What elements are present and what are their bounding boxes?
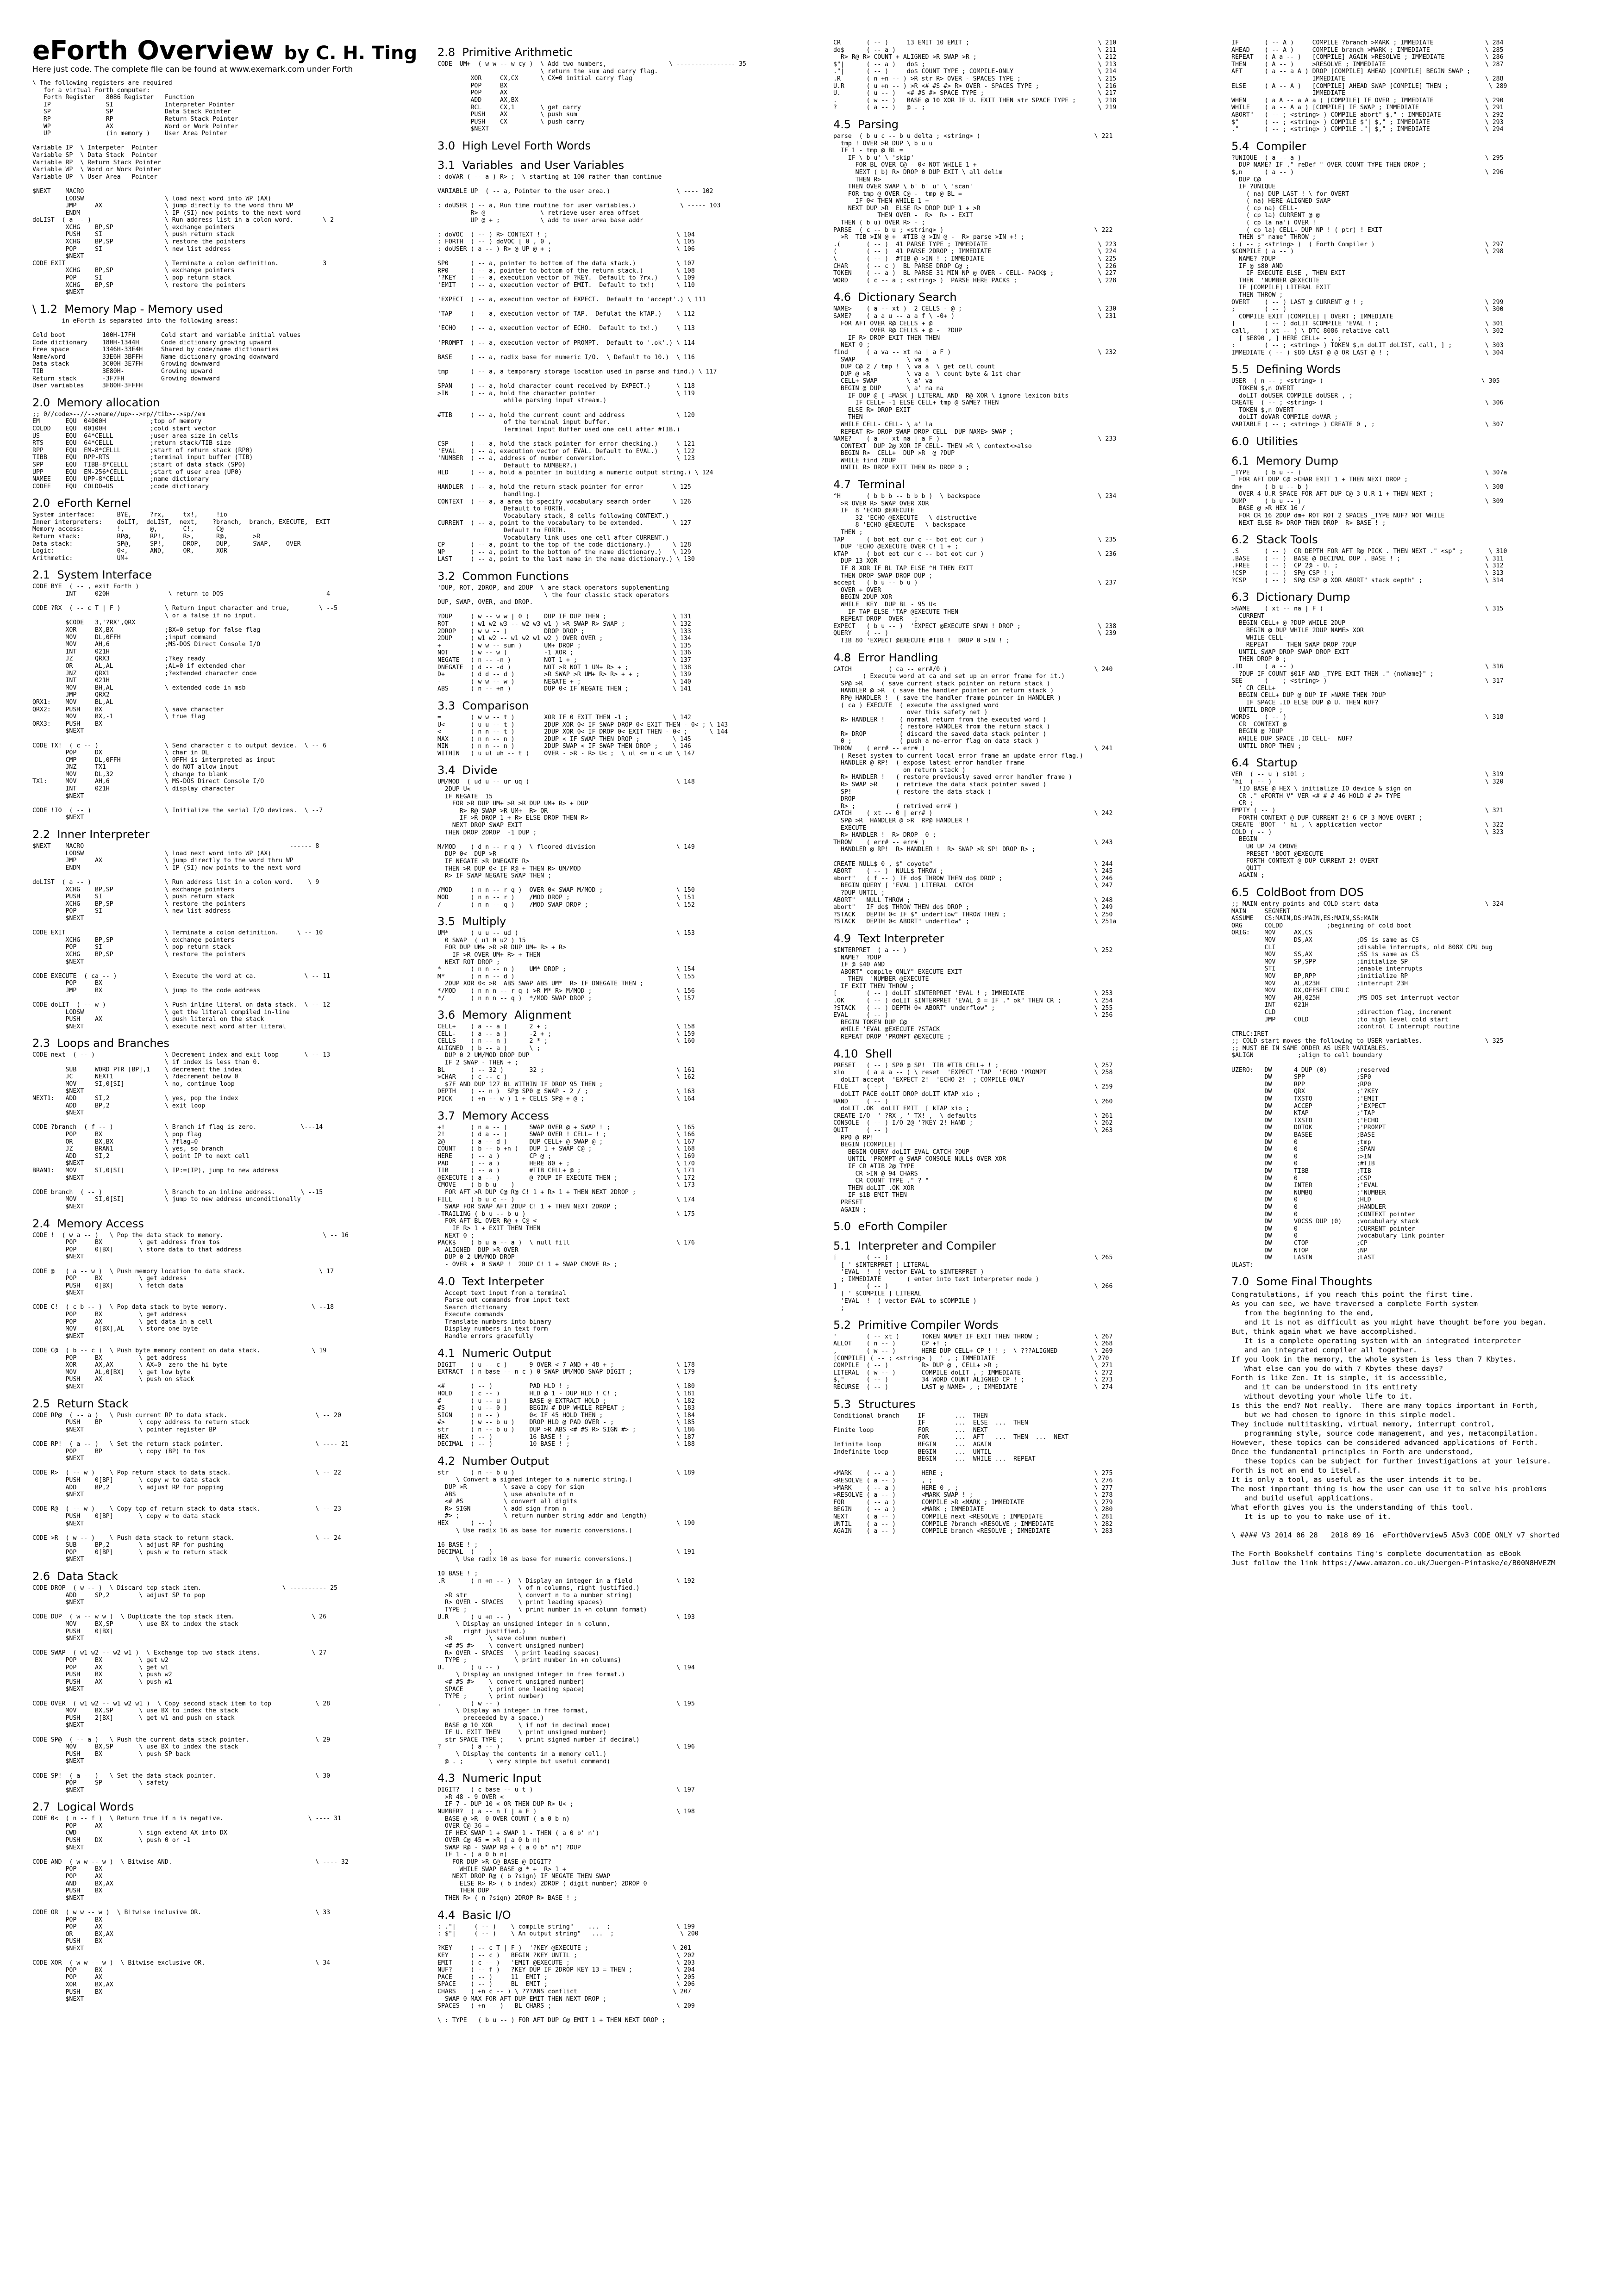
section-heading: 3.3 Comparison — [437, 699, 529, 712]
code-listing: CODE 0< ( n -- f ) \ Return true if n is negative. \ ---- 31 POP AX CWD \ sign extend AX into DX PUSH DX \ push 0 or -1 $NEXT CODE AND ( w w -- w ) \ Bitwise AND. \ ---- 32 POP BX POP AX AND BX,AX PUSH BX $NEXT CODE OR ( w w -- w ) \ Bitwise inclusive OR. \ 33 POP BX POP AX OR BX,AX PUSH BX $NEXT CODE XOR ( w w -- w ) \ Bitwise exclusive OR. \ 34 POP BX POP AX XOR BX,AX PUSH BX $NEXT — [32, 1815, 349, 2003]
section — [833, 118, 1227, 284]
code-listing: System interface: BYE, ?rx, tx!, !io Inner interpreters: doLIT, doLIST, next, ?branch, branch, EXECUTE, EXIT Memory access: !, @, C!, C@ Return stack: RP@, RP!, R>, R@, >R Data stack: SP@, SP!, DROP, DUP, SWAP, OVER Logic: 0<, AND, OR, XOR Arithmetic: UM+ — [32, 511, 331, 562]
code-listing: $INTERPRET ( a -- ) \ 252 NAME? ?DUP IF @ $40 AND ABORT" compile ONLY" EXECUTE EXIT THEN 'NUMBER @EXECUTE IF EXIT THEN THROW ; [ ( -- ) doLIT $INTERPRET 'EVAL ! ; IMMEDIATE \ 253 .OK ( -- ) doLIT $INTERPRET 'EVAL @ = IF ." ok" THEN CR ; \ 254 ?STACK ( -- ) DEPTH 0< ABORT" underflow" ; \ 255 EVAL ( -- ) \ 256 BEGIN TOKEN DUP C@ WHILE 'EVAL @EXECUTE ?STACK REPEAT DROP 'PROMPT @EXECUTE ; — [833, 946, 1113, 1041]
section — [32, 1800, 412, 2003]
code-listing: \ The following registers are required for a virtual Forth computer: Forth Register 8086 Register Function IP SI Interpreter Pointer SP SP Data Stack Pointer RP RP Return Stack Pointer WP AX Word or Work Pointer UP (in memory ) User Area Pointer Variable IP \ Interpeter Pointer Variable SP \ Data Stack Pointer Variable RP \ Return Stack Pointer Variable WP \ Word or Work Pointer Variable UP \ User Area Pointer $NEXT MACRO LODSW \ load next word into WP (AX) JMP AX \ jump directly to the word thru WP ENDM \ IP (SI) now points to the next word doLIST ( a -- ) \ Run address list in a colon word. \ 2 XCHG BP,SP \ exchange pointers PUSH SI \ push return stack XCHG BP,SP \ restore the pointers POP SI \ new list address $NEXT CODE EXIT \ Terminate a colon definition. 3 XCHG BP,SP \ exchange pointers POP SI \ pop return stack XCHG BP,SP \ restore the pointers $NEXT — [32, 80, 334, 296]
section — [437, 1909, 831, 2024]
section — [1231, 454, 1602, 527]
section — [437, 1008, 831, 1103]
code-listing: CODE next ( -- ) \ Decrement index and exit loop \ -- 13 \ if index is less than 0. SUB WORD PTR [BP],1 \ decrement the index JC NEXT1 \ ?decrement below 0 MOV SI,0[SI] \ no, continue loop $NEXT NEXT1: ADD SI,2 \ yes, pop the index ADD BP,2 \ exit loop $NEXT CODE ?branch ( f -- ) \ Branch if flag is zero. \---14 POP BX \ pop flag OR BX,BX \ ?flag=0 JZ BRAN1 \ yes, so branch ADD SI,2 \ point IP to next cell $NEXT BRAN1: MOV SI,0[SI] \ IP:=(IP), jump to new address $NEXT CODE branch ( -- ) \ Branch to an inline address. \ --15 MOV SI,0[SI] \ jump to new address unconditionally $NEXT — [32, 1052, 331, 1210]
section-heading: 6.4 Startup — [1231, 756, 1298, 770]
section-heading: 6.2 Stack Tools — [1231, 533, 1318, 547]
section-heading: 7.0 Some Final Thoughts — [1231, 1275, 1373, 1288]
column-2 — [437, 39, 831, 2289]
code-listing: ' ( -- xt ) TOKEN NAME? IF EXIT THEN THROW ; \ 267 ALLOT ( n -- ) CP +! ; \ 268 , ( w -- ) HERE DUP CELL+ CP ! ! ; \ ???ALIGNED \ 269 [COMPILE] ( -- ; <string> ) ' , ; IMMEDIATE \ 270 COMPILE ( -- ) R> DUP @ , CELL+ >R ; \ 271 LITERAL ( w -- ) COMPILE doLIT , ; IMMEDIATE \ 272 $," ( -- ) 34 WORD COUNT ALIGNED CP ! ; \ 273 RECURSE ( -- ) LAST @ NAME> , ; IMMEDIATE \ 274 — [833, 1333, 1113, 1391]
code-listing: in eForth is separated into the following areas: Cold boot 100H-17FH Cold start and variable initial values Code dictionary 180H-1344H Code dictionary growing upward Free space 1346H-33E4H Shared by code/name dictionaries Name/word 33E6H-3BFFH Name dictionary growing downward Data stack 3C00H-3E7FH Growing downward TIB 3E80H- Growing upward Return stack -3F7FH Growing downward User variables 3F80H-3FFFH — [32, 317, 301, 390]
code-listing: CODE RP@ ( -- a ) \ Push current RP to data stack. \ -- 20 PUSH BP \ copy address to return stack $NEXT \ pointer register BP CODE RP! ( a -- ) \ Set the return stack pointer. \ ---- 21 POP BP \ copy (BP) to tos $NEXT CODE R> ( -- w ) \ Pop return stack to data stack. \ -- 22 PUSH 0[BP] \ copy w to data stack ADD BP,2 \ adjust RP for popping $NEXT CODE R@ ( -- w ) \ Copy top of return stack to data stack. \ -- 23 PUSH 0[BP] \ copy w to data stack $NEXT CODE >R ( w -- ) \ Push data stack to return stack. \ -- 24 SUB BP,2 \ adjust RP for pushing POP 0[BP] \ push w to return stack $NEXT — [32, 1412, 349, 1563]
section-heading: 6.1 Memory Dump — [1231, 454, 1338, 467]
section — [1231, 435, 1602, 448]
code-listing: = ( w w -- t ) XOR IF 0 EXIT THEN -1 ; \ 142 U< ( u u -- t ) 2DUP XOR 0< IF SWAP DROP 0< EXIT THEN - 0< ; \ 143 < ( n n -- t ) 2DUP XOR 0< IF DROP 0< EXIT THEN - 0< ; \ 144 MAX ( n n -- n ) 2DUP < IF SWAP THEN DROP ; \ 145 MIN ( n n -- n ) 2DUP SWAP < IF SWAP THEN DROP ; \ 146 WITHIN ( u ul uh -- t ) OVER - >R - R> U< ; \ ul <= u < uh \ 147 — [437, 714, 728, 757]
section — [1231, 591, 1602, 750]
section — [833, 1047, 1227, 1213]
section-heading: 3.2 Common Functions — [437, 570, 569, 583]
column-3 — [833, 39, 1227, 2289]
section-heading: 5.5 Defining Words — [1231, 363, 1341, 376]
code-listing: CODE ! ( w a -- ) \ Pop the data stack to memory. \ -- 16 POP BX \ get address from tos POP 0[BX] \ store data to that address $NEXT CODE @ ( a -- w ) \ Push memory location to data stack. \ 17 POP BX \ get address PUSH 0[BX] \ fetch data $NEXT CODE C! ( c b -- ) \ Pop data stack to byte memory. \ --18 POP BX \ get address POP AX \ get data in a cell MOV 0[BX],AL \ store one byte $NEXT CODE C@ ( b -- c ) \ Push byte memory content on data stack. \ 19 POP BX \ get address XOR AX,AX \ AX=0 zero the hi byte MOV AL,0[BX] \ get low byte PUSH AX \ push on stack $NEXT — [32, 1232, 349, 1390]
code-listing: USER ( n -- ; <string> ) \ 305 TOKEN $,n OVERT doLIT doUSER COMPILE doUSER , ; CREATE ( -- ; <string> ) \ 306 TOKEN $,n OVERT doLIT doVAR COMPILE doVAR ; VARIABLE ( -- ; <string> ) CREATE 0 , ; \ 307 — [1231, 378, 1504, 428]
code-listing: str ( n -- b u ) \ 189 \ Convert a signed integer to a numeric string.) DUP >R \ save a copy for sign ABS \ use absolute of n <# #S \ convert all digits R> SIGN \ add sign from n #> ; \ return number string addr and length) HEX ( -- ) \ 190 \ Use radix 16 as base for numeric conversions.) 16 BASE ! ; DECIMAL ( -- ) \ 191 \ Use radix 10 as base for numeric conversions.) 10 BASE ! ; .R ( n +n -- ) \ Display an integer in a field \ 192 \ of n columns, right justified.) >R str \ convert n to a number string) R> OVER - SPACES \ print leading spaces) TYPE ; \ print number in +n column format) U.R ( u +n -- ) \ 193 \ Display an unsigned integer in n column, right justified.) >R \ save column number) <# #S #> \ convert unsigned number) R> OVER - SPACES \ print leading spaces) TYPE ; \ print number in +n columns) U. ( u -- ) \ 194 \ Display an unsigned integer in free format.) <# #S #> \ convert unsigned number) SPACE \ print one leading space) TYPE ; \ print number) . ( w -- ) \ 195 \ Display an integer in free format, preceeded by a space.) BASE @ 10 XOR \ if not in decimal mode) IF U. EXIT THEN \ print unsigned number) str SPACE TYPE ; \ print signed number if decimal) ? ( a -- ) \ 196 \ Display the contents in a memory cell.) @ . ; \ very simple but useful command) — [437, 1469, 695, 1765]
section-heading: 6.5 ColdBoot from DOS — [1231, 886, 1364, 899]
prose-text: Congratulations, if you reach this point the first time. As you can see, we have traversed a complete Forth system from the beginning to the end, and it is not as difficult as you might have thought before you began. But, think again what we have accomplished. It is a complete operating system with an integrated interpreter and an integrated compiler all together. If you look in the memory, the whole system is less than 7 Kbytes. What else can you do with 7 Kbytes these days? Forth is like Zen. It is simple, it is accessible, and it can be understood in its entirety without devoting your whole life to it. Is this the end? Not really. There are many topics important in Forth, but we had chosen to ignore in this simple model. They include multitasking, virtual memory, interrupt control, programming style, source code management, and yes, metacompilation. However, these topics can be considered advanced applications of Forth. Once the fundamental principles in Forth are understood, these topics can be subject for further investigations at your leisure. Forth is not an end to itself. It is only a tool, as useful as the user intends it to be. The most important thing is how the user can use it to solve his problems and build useful applications. What eForth gives you is the understanding of this tool. It is up to you to make use of it. \ #### V3 2014_06_28 2018_09_16 eForthOverview5_A5v3_CODE_ONLY v7_shorted The Forth Bookshelf contains Ting's complete documentation as eBook Just follow the link https://www.amazon.co.uk/Juergen-Pintaske/e/B00N8HVEZM — [1231, 1290, 1560, 1568]
section — [32, 1217, 412, 1391]
code-listing: parse ( b u c -- b u delta ; <string> ) \ 221 tmp ! OVER >R DUP \ b u u IF 1 - tmp @ BL = IF \ b u' \ 'skip' FOR BL OVER C@ - 0< NOT WHILE 1 + NEXT ( b) R> DROP 0 DUP EXIT \ all delim THEN R> THEN OVER SWAP \ b' b' u' \ 'scan' FOR tmp @ OVER C@ - tmp @ BL = IF 0< THEN WHILE 1 + NEXT DUP >R ELSE R> DROP DUP 1 + >R THEN OVER - R> R> - EXIT THEN ( b u) OVER R> - ; PARSE ( c -- b u ; <string> ) \ 222 >R TIB >IN @ + #TIB @ >IN @ - R> parse >IN +! ; .( ( -- ) 41 PARSE TYPE ; IMMEDIATE \ 223 ( ( -- ) 41 PARSE 2DROP ; IMMEDIATE \ 224 \ ( -- ) #TIB @ >IN ! ; IMMEDIATE \ 225 CHAR ( -- c ) BL PARSE DROP C@ ; \ 226 TOKEN ( -- a ) BL PARSE 31 MIN NP @ OVER - CELL- PACK$ ; \ 227 WORD ( c -- a ; <string> ) PARSE HERE PACK$ ; \ 228 — [833, 132, 1117, 284]
section — [1231, 140, 1602, 357]
code-listing: IF ( -- A ) COMPILE ?branch >MARK ; IMMEDIATE \ 284 AHEAD ( -- A ) COMPILE branch >MARK ; IMMEDIATE \ 285 REPEAT ( A a -- ) [COMPILE] AGAIN >RESOLVE ; IMMEDIATE \ 286 THEN ( A -- ) >RESOLVE ; IMMEDIATE \ 287 AFT ( a -- a A ) DROP [COMPILE] AHEAD [COMPILE] BEGIN SWAP ; IMMEDIATE \ 288 ELSE ( A -- A ) [COMPILE] AHEAD SWAP [COMPILE] THEN ; \ 289 IMMEDIATE WHEN ( a A -- a A a ) [COMPILE] IF OVER ; IMMEDIATE \ 290 WHILE ( a -- A a ) [COMPILE] IF SWAP ; IMMEDIATE \ 291 ABORT" ( -- ; <string> ) COMPILE abort" $," ; IMMEDIATE \ 292 $" ( -- ; <string> ) COMPILE $"| $," ; IMMEDIATE \ 293 ." ( -- ; <string> ) COMPILE ."| $," ; IMMEDIATE \ 294 — [1231, 39, 1507, 133]
code-listing: $NEXT MACRO ------ 8 LODSW \ load next word into WP (AX) JMP AX \ jump directly to the word thru WP ENDM \ IP (SI) now points to the next word doLIST ( a -- ) \ Run address list in a colon word. \ 9 XCHG BP,SP \ exchange pointers PUSH SI \ push return stack XCHG BP,SP \ restore the pointers POP SI \ new list address $NEXT CODE EXIT \ Terminate a colon definition. \ -- 10 XCHG BP,SP \ exchange pointers POP SI \ pop return stack XCHG BP,SP \ restore the pointers $NEXT CODE EXECUTE ( ca -- ) \ Execute the word at ca. \ -- 11 POP BX JMP BX \ jump to the code address CODE doLIT ( -- w ) \ Push inline literal on data stack. \ -- 12 LODSW \ get the literal compiled in-line PUSH AX \ push literal on the stack $NEXT \ execute next word after literal — [32, 843, 331, 1030]
section-heading: \ 1.2 Memory Map - Memory used — [32, 302, 223, 316]
code-listing: DIGIT? ( c base -- u t ) \ 197 >R 48 - 9 OVER < IF 7 - DUP 10 < OR THEN DUP R> U< ; NUMBER? ( a -- n T | a F ) \ 198 BASE @ >R 0 OVER COUNT ( a 0 b n) OVER C@ 36 = IF HEX SWAP 1 + SWAP 1 - THEN ( a 0 b' n') OVER C@ 45 = >R ( a 0 b n) SWAP R@ - SWAP R@ + ( a 0 b" n") ?DUP IF 1 - ( a 0 b n) FOR DUP >R C@ BASE @ DIGIT? WHILE SWAP BASE @ * + R> 1 + NEXT DROP R@ ( b ?sign) IF NEGATE THEN SWAP ELSE R> R> ( b index) 2DROP ( digit number) 2DROP 0 THEN DUP THEN R> ( n ?sign) 2DROP R> BASE ! ; — [437, 1786, 695, 1902]
section — [437, 1455, 831, 1765]
section-heading: 2.8 Primitive Arithmetic — [437, 46, 573, 59]
code-listing: ;; 0//code>--//-->name//up>-->rp//tib>-->sp//em EM EQU 04000H ;top of memory COLDD EQU 00100H ;cold start vector US EQU 64*CELLL ;user area size in cells RTS EQU 64*CELLL ;return stack/TIB size RPP EQU EM-8*CELLL ;start of return stack (RP0) TIBB EQU RPP-RTS ;terminal input buffer (TIB) SPP EQU TIBB-8*CELLL ;start of data stack (SP0) UPP EQU EM-256*CELLL ;start of user area (UP0) NAMEE EQU UPP-8*CELLL ;name dictionary CODEE EQU COLDD+US ;code dictionary — [32, 411, 253, 490]
section-heading: 2.4 Memory Access — [32, 1217, 144, 1230]
code-listing: CODE DROP ( w -- ) \ Discard top stack item. \ ---------- 25 ADD SP,2 \ adjust SP to pop $NEXT CODE DUP ( w -- w w ) \ Duplicate the top stack item. \ 26 MOV BX,SP \ use BX to index the stack PUSH 0[BX] $NEXT CODE SWAP ( w1 w2 -- w2 w1 ) \ Exchange top two stack items. \ 27 POP BX \ get w2 POP AX \ get w1 PUSH BX \ push w2 PUSH AX \ push w1 $NEXT CODE OVER ( w1 w2 -- w1 w2 w1 ) \ Copy second stack item to top \ 28 MOV BX,SP \ use BX to index the stack PUSH 2[BX] \ get w1 and push on stack $NEXT CODE SP@ ( -- a ) \ Push the current data stack pointer. \ 29 MOV BX,SP \ use BX to index the stack PUSH BX \ push SP back $NEXT CODE SP! ( a -- ) \ Set the data stack pointer. \ 30 POP SP \ safety $NEXT — [32, 1585, 337, 1794]
code-listing: UM/MOD ( ud u -- ur uq ) \ 148 2DUP U< IF NEGATE 15 FOR >R DUP UM+ >R >R DUP UM+ R> + DUP R> R@ SWAP >R UM+ R> OR IF >R DROP 1 + R> ELSE DROP THEN R> NEXT DROP SWAP EXIT THEN DROP 2DROP -1 DUP ; M/MOD ( d n -- r q ) \ floored division \ 149 DUP 0< DUP >R IF NEGATE >R DNEGATE R> THEN >R DUP 0< IF R@ + THEN R> UM/MOD R> IF SWAP NEGATE SWAP THEN ; /MOD ( n n -- r q ) OVER 0< SWAP M/MOD ; \ 150 MOD ( n n -- r ) /MOD DROP ; \ 151 / ( n n -- q ) /MOD SWAP DROP ; \ 152 — [437, 778, 695, 908]
section-heading: 2.2 Inner Interpreter — [32, 828, 150, 841]
section-heading: 3.5 Multiply — [437, 915, 506, 928]
section-heading: 5.1 Interpreter and Compiler — [833, 1239, 996, 1253]
code-listing: _TYPE ( b u -- ) \ 307a FOR AFT DUP C@ >CHAR EMIT 1 + THEN NEXT DROP ; dm+ ( b u -- b ) \ 308 OVER 4 U.R SPACE FOR AFT DUP C@ 3 U.R 1 + THEN NEXT ; DUMP ( b u -- ) \ 309 BASE @ >R HEX 16 / FOR CR 16 2DUP dm+ ROT ROT 2 SPACES _TYPE NUF? NOT WHILE NEXT ELSE R> DROP THEN DROP R> BASE ! ; — [1231, 469, 1507, 527]
code-listing: >NAME ( xt -- na | F ) \ 315 CURRENT BEGIN CELL+ @ ?DUP WHILE 2DUP BEGIN @ DUP WHILE 2DUP NAME> XOR WHILE CELL- REPEAT THEN SWAP DROP ?DUP UNTIL SWAP DROP SWAP DROP EXIT THEN DROP 0 ; .ID ( a -- ) \ 316 ?DUP IF COUNT $01F AND _TYPE EXIT THEN ." {noName}" ; SEE ( -- ; <string> ) \ 317 ' CR CELL+ BEGIN CELL+ DUP @ DUP IF >NAME THEN ?DUP IF SPACE .ID ELSE DUP @ U. THEN NUF? UNTIL DROP ; WORDS ( -- ) \ 318 CR CONTEXT @ BEGIN @ ?DUP WHILE DUP SPACE .ID CELL- NUF? UNTIL DROP THEN ; — [1231, 605, 1504, 750]
section — [833, 1398, 1227, 1535]
section-heading: 4.10 Shell — [833, 1047, 893, 1060]
column-4 — [1231, 39, 1602, 2289]
section — [437, 570, 831, 693]
section-heading: 4.9 Text Interpreter — [833, 932, 944, 945]
author-byline: by C. H. Ting — [284, 43, 418, 64]
code-listing: VER ( -- u ) $101 ; \ 319 'hi ( -- ) \ 320 !IO BASE @ HEX \ initialize IO device & sign on CR ." eFORTH V" VER <# # # 46 HOLD # #> TYPE CR ; EMPTY ( -- ) \ 321 FORTH CONTEXT @ DUP CURRENT 2! 6 CP 3 MOVE OVERT ; CREATE 'BOOT ' hi , \ application vector \ 322 COLD ( -- ) \ 323 BEGIN U0 UP 74 CMOVE PRESET 'BOOT @EXECUTE FORTH CONTEXT @ DUP CURRENT 2! OVERT QUIT AGAIN ; — [1231, 771, 1504, 879]
code-listing: UM* ( u u -- ud ) \ 153 0 SWAP ( u1 0 u2 ) 15 FOR DUP UM+ >R >R DUP UM+ R> + R> IF >R OVER UM+ R> + THEN NEXT ROT DROP ; * ( n n -- n ) UM* DROP ; \ 154 M* ( n n -- d ) \ 155 2DUP XOR 0< >R ABS SWAP ABS UM* R> IF DNEGATE THEN ; */MOD ( n n n -- r q ) >R M* R> M/MOD ; \ 156 */ ( n n n -- q ) */MOD SWAP DROP ; \ 157 — [437, 930, 695, 1002]
section-heading: 3.1 Variables and User Variables — [437, 158, 625, 172]
section — [1231, 886, 1602, 1269]
code-listing: +! ( n a -- ) SWAP OVER @ + SWAP ! ; \ 165 2! ( d a -- ) SWAP OVER ! CELL+ ! ; \ 166 2@ ( a -- d ) DUP CELL+ @ SWAP @ ; \ 167 COUNT ( b -- b +n ) DUP 1 + SWAP C@ ; \ 168 HERE ( -- a ) CP @ ; \ 169 PAD ( -- a ) HERE 80 + ; \ 170 TIB ( -- a ) #TIB CELL+ @ ; \ 171 @EXECUTE ( a -- ) @ ?DUP IF EXECUTE THEN ; \ 172 CMOVE ( b b u -- ) \ 173 FOR AFT >R DUP C@ R@ C! 1 + R> 1 + THEN NEXT 2DROP ; FILL ( b u c -- ) \ 174 SWAP FOR SWAP AFT 2DUP C! 1 + THEN NEXT 2DROP ; -TRAILING ( b u -- b u ) \ 175 FOR AFT BL OVER R@ + C@ < IF R> 1 + EXIT THEN THEN NEXT 0 ; PACK$ ( b u a -- a ) \ null fill \ 176 ALIGNED DUP >R OVER DUP 0 2 UM/MOD DROP - OVER + 0 SWAP ! 2DUP C! 1 + SWAP CMOVE R> ; — [437, 1124, 695, 1268]
section — [1231, 39, 1602, 133]
section — [437, 139, 831, 152]
section — [32, 80, 412, 296]
section — [32, 303, 412, 390]
section — [833, 1220, 1227, 1233]
column-1 — [32, 80, 412, 2287]
section-heading: 4.7 Terminal — [833, 478, 905, 492]
section-heading: 5.2 Primitive Compiler Words — [833, 1318, 999, 1332]
code-listing: : ."| ( -- ) \ compile string" ... ; \ 199 : $"| ( -- ) \ An output string" ... ; \ 200 ?KEY ( -- c T | F ) '?KEY @EXECUTE ; \ 201 KEY ( -- c ) BEGIN ?KEY UNTIL ; \ 202 EMIT ( c -- ) 'EMIT @EXECUTE ; \ 203 NUF? ( -- f ) ?KEY DUP IF 2DROP KEY 13 = THEN ; \ 204 PACE ( -- ) 11 EMIT ; \ 205 SPACE ( -- ) BL EMIT ; \ 206 CHARS ( +n c -- ) \ ???ANS conflict \ 207 SWAP 0 MAX FOR AFT DUP EMIT THEN NEXT DROP ; SPACES ( +n -- ) BL CHARS ; \ 209 \ : TYPE ( b u -- ) FOR AFT DUP C@ EMIT 1 + THEN NEXT DROP ; — [437, 1923, 699, 2024]
section — [1231, 1275, 1602, 1568]
section — [833, 39, 1227, 112]
section-heading: 5.3 Structures — [833, 1397, 916, 1411]
code-listing: Accept text input from a terminal Parse out commands from input text Search dictionary Execute commands Translate numbers into binary Display numbers in text form Handle errors gracefully — [444, 1289, 570, 1340]
section-heading: 3.0 High Level Forth Words — [437, 139, 591, 152]
section-heading: 2.0 Memory allocation — [32, 396, 160, 409]
section-heading: 4.2 Number Output — [437, 1454, 549, 1468]
section-heading: 2.6 Data Stack — [32, 1570, 118, 1583]
section-heading: 3.7 Memory Access — [437, 1109, 549, 1122]
section — [437, 699, 831, 758]
section — [437, 1109, 831, 1269]
section — [833, 478, 1227, 644]
section — [833, 932, 1227, 1041]
section — [1231, 363, 1602, 428]
section-heading: 2.1 System Interface — [32, 568, 152, 582]
section-heading: 3.4 Divide — [437, 764, 498, 777]
section — [833, 651, 1227, 926]
section — [32, 568, 412, 821]
code-listing: ?UNIQUE ( a -- a ) \ 295 DUP NAME? IF ." reDef " OVER COUNT TYPE THEN DROP ; $,n ( a -- ) \ 296 DUP C@ IF ?UNIQUE ( na) DUP LAST ! \ for OVERT ( na) HERE ALIGNED SWAP ( cp na) CELL- ( cp la) CURRENT @ @ ( cp la na') OVER ! ( cp la) CELL- DUP NP ! ( ptr) ! EXIT THEN $" name" THROW ; : ( -- ; <string> ) ( Forth Compiler ) \ 297 $COMPILE ( a -- ) \ 298 NAME? ?DUP IF @ $80 AND IF EXECUTE ELSE , THEN EXIT THEN 'NUMBER @EXECUTE IF [COMPILE] LITERAL EXIT THEN THROW ; OVERT ( -- ) LAST @ CURRENT @ ! ; \ 299 ; ( -- ) \ 300 COMPILE EXIT [COMPILE] [ OVERT ; IMMEDIATE ] ( -- ) doLIT $COMPILE 'EVAL ! ; \ 301 call, ( xt -- ) \ DTC 8086 relative call \ 302 [ $E890 , ] HERE CELL+ - , ; : ( -- ; <string> ) TOKEN $,n doLIT doLIST, call, ] ; \ 303 IMMEDIATE ( -- ) $80 LAST @ @ OR LAST @ ! ; \ 304 — [1231, 154, 1504, 356]
code-listing: : doVAR ( -- a ) R> ; \ starting at 100 rather than continue VARIABLE UP ( -- a, Pointer to the user area.) \ ---- 102 : doUSER ( -- a, Run time routine for user variables.) \ ----- 103 R> @ \ retrieve user area offset UP @ + ; \ add to user area base addr : doVOC ( -- ) R> CONTEXT ! ; \ 104 : FORTH ( -- ) doVOC [ 0 , 0 , \ 105 : doUSER ( a -- ) R> @ UP @ + ; \ 106 SP0 ( -- a, pointer to bottom of the data stack.) \ 107 RP0 ( -- a, pointer to bottom of the return stack.) \ 108 '?KEY ( -- a, execution vector of ?KEY. Default to ?rx.) \ 109 'EMIT ( -- a, execution vector of EMIT. Default to tx!) \ 110 'EXPECT ( -- a, execution vector of EXPECT. Default to 'accept'.) \ 111 'TAP ( -- a, execution vector of TAP. Defulat the kTAP.) \ 112 'ECHO ( -- a, execution vector of ECHO. Default to tx!.) \ 113 'PROMPT ( -- a, execution vector of PROMPT. Default to '.ok'.) \ 114 BASE ( -- a, radix base for numeric I/O. \ Default to 10.) \ 116 tmp ( -- a, a temporary storage location used in parse and find.) \ 117 SPAN ( -- a, hold character count received by EXPECT.) \ 118 >IN ( -- a, hold the character pointer \ 119 while parsing input stream.) #TIB ( -- a, hold the current count and address \ 120 of the terminal input buffer. Terminal Input Buffer used one cell after #TIB.) CSP ( -- a, hold the stack pointer for error checking.) \ 121 'EVAL ( -- a, execution vector of EVAL. Default to EVAL.) \ 122 'NUMBER ( -- a, address of number conversion. \ 123 Default to NUMBER?.) HLD ( -- a, hold a pointer in building a numeric output string.) \ 124 HANDLER ( -- a, hold the return stack pointer for error \ 125 handling.) CONTEXT ( -- a, a area to specify vocabulary search order \ 126 Default to FORTH. Vocabulary stack, 8 cells following CONTEXT.) CURRENT ( -- a, point to the vocabulary to be extended. \ 127 Default to FORTH. Vocabulary link uses one cell after CURRENT.) CP ( -- a, point to the top of the code dictionary.) \ 128 NP ( -- a, point to the bottom of the name dictionary.) \ 129 LAST ( -- a, point to the last name in the name dictionary.) \ 130 — [437, 173, 721, 563]
section — [437, 1347, 831, 1448]
section-heading: 4.6 Dictionary Search — [833, 291, 957, 304]
section — [437, 764, 831, 908]
code-listing: CODE UM+ ( w w -- w cy ) \ Add two numbers, \ ---------------- 35 \ return the sum and carry flag. XOR CX,CX \ CX=0 initial carry flag POP BX POP AX ADD AX,BX RCL CX,1 \ get carry PUSH AX \ push sum PUSH CX \ push carry $NEXT — [437, 61, 746, 133]
section-heading: 4.0 Text Interpeter — [437, 1275, 544, 1288]
section — [437, 915, 831, 1002]
section — [833, 1319, 1227, 1391]
section — [32, 1570, 412, 1794]
code-listing: Conditional branch IF ... THEN IF ... ELSE ... THEN Finite loop FOR ... NEXT FOR ... AFT ... THEN ... NEXT Infinite loop BEGIN ... AGAIN Indefinite loop BEGIN ... UNTIL BEGIN ... WHILE ... REPEAT <MARK ( -- a ) HERE ; \ 275 <RESOLVE ( a -- ) , ; \ 276 >MARK ( -- a ) HERE 0 , ; \ 277 >RESOLVE ( a -- ) <MARK SWAP ! ; \ 278 FOR ( -- a ) COMPILE >R <MARK ; IMMEDIATE \ 279 BEGIN ( -- a ) <MARK ; IMMEDIATE \ 280 NEXT ( a -- ) COMPILE next <RESOLVE ; IMMEDIATE \ 281 UNTIL ( a -- ) COMPILE ?branch <RESOLVE ; IMMEDIATE \ 282 AGAIN ( a -- ) COMPILE branch <RESOLVE ; IMMEDIATE \ 283 — [833, 1412, 1113, 1535]
section — [32, 396, 412, 491]
section — [32, 828, 412, 1030]
code-listing: 'DUP, ROT, 2DROP, and 2DUP \ are stack operators supplementing \ the four classic stack operators DUP, SWAP, OVER, and DROP. ?DUP ( w -- w w | 0 ) DUP IF DUP THEN ; \ 131 ROT ( w1 w2 w3 -- w2 w3 w1 ) >R SWAP R> SWAP ; \ 132 2DROP ( w w -- ) DROP DROP ; \ 133 2DUP ( w1 w2 -- w1 w2 w1 w2 ) OVER OVER ; \ 134 + ( w w -- sum ) UM+ DROP ; \ 135 NOT ( w -- w ) -1 XOR ; \ 136 NEGATE ( n -- -n ) NOT 1 + ; \ 137 DNEGATE ( d -- -d ) NOT >R NOT 1 UM+ R> + ; \ 138 D+ ( d d -- d ) >R SWAP >R UM+ R> R> + + ; \ 139 - ( w w -- w ) NEGATE + ; \ 140 ABS ( n -- +n ) DUP 0< IF NEGATE THEN ; \ 141 — [437, 585, 691, 693]
title-text: eForth Overview — [32, 36, 274, 66]
section-heading: 4.8 Error Handling — [833, 651, 938, 664]
code-listing: CATCH ( ca -- err#/0 ) \ 240 ( Execute word at ca and set up an error frame for it.) SP@ >R ( save current stack pointer on return stack ) HANDLER @ >R ( save the handler pointer on return stack ) RP@ HANDLER ! ( save the handler frame pointer in HANDLER ) ( ca ) EXECUTE ( execute the assigned word over this safety net ) R> HANDLER ! ( normal return from the executed word ) ( restore HANDLER from the return stack ) R> DROP ( discard the saved data stack pointer ) 0 ; ( push a no-error flag on data stack ) THROW ( err# -- err# ) \ 241 ( Reset system to current local error frame an update error flag.) HANDLER @ RP! ( expose latest error handler frame on return stack ) R> HANDLER ! ( restore previously saved error handler frame ) R> SWAP >R ( retrieve the data stack pointer saved ) SP! ( restore the data stack ) DROP R> ; ( retrived err# ) CATCH ( xt -- 0 | err# ) \ 242 SP@ >R HANDLER @ >R RP@ HANDLER ! EXECUTE R> HANDLER ! R> DROP 0 ; THROW ( err# -- err# ) \ 243 HANDLER @ RP! R> HANDLER ! R> SWAP >R SP! DROP R> ; CREATE NULL$ 0 , $" coyote" \ 244 ABORT ( -- ) NULL$ THROW ; \ 245 abort" ( f -- ) IF do$ THROW THEN do$ DROP ; \ 246 BEGIN QUERY [ 'EVAL ] LITERAL CATCH \ 247 ?DUP UNTIL ; ABORT" NULL THROW ; \ 248 abort" IF do$ THROW THEN do$ DROP ; \ 249 ?STACK DEPTH 0< IF $" underflow" THROW THEN ; \ 250 ?STACK DEPTH 0< ABORT" underflow" ; \ 251a — [833, 666, 1117, 926]
section-heading: 2.0 eForth Kernel — [32, 497, 131, 510]
section-heading: 2.3 Loops and Branches — [32, 1037, 169, 1050]
section-heading: 5.4 Compiler — [1231, 139, 1306, 153]
code-listing: .S ( -- ) CR DEPTH FOR AFT R@ PICK . THEN NEXT ." <sp" ; \ 310 .BASE ( -- ) BASE @ DECIMAL DUP . BASE ! ; \ 311 .FREE ( -- ) CP 2@ - U. ; \ 312 !CSP ( -- ) SP@ CSP ! ; \ 313 ?CSP ( -- ) SP@ CSP @ XOR ABORT" stack depth" ; \ 314 — [1231, 548, 1507, 584]
section-heading: 6.0 Utilities — [1231, 435, 1298, 448]
section-heading: 2.5 Return Stack — [32, 1397, 129, 1410]
section-heading: 4.3 Numeric Input — [437, 1772, 542, 1785]
section-heading: 4.5 Parsing — [833, 118, 899, 131]
code-listing: PRESET ( -- ) SP0 @ SP! TIB #TIB CELL+ ! ; \ 257 xio ( a a a -- ) \ reset 'EXPECT 'TAP 'ECHO 'PROMPT \ 258 doLIT accept 'EXPECT 2! 'ECHO 2! ; COMPILE-ONLY FILE ( -- ) \ 259 doLIT PACE doLIT DROP doLIT kTAP xio ; HAND ( -- ) \ 260 doLIT .OK doLIT EMIT [ kTAP xio ; CREATE I/O ' ?RX , ' TX! , \ defaults \ 261 CONSOLE ( -- ) I/O 2@ '?KEY 2! HAND ; \ 262 QUIT ( -- ) \ 263 RP0 @ RP! BEGIN [COMPILE] [ BEGIN QUERY doLIT EVAL CATCH ?DUP UNTIL 'PROMPT @ SWAP CONSOLE NULL$ OVER XOR IF CR #TIB 2@ TYPE CR >IN @ 94 CHARS CR COUNT TYPE ." ? " THEN doLIT .OK XOR IF $1B EMIT THEN PRESET AGAIN ; — [833, 1062, 1113, 1213]
section — [833, 291, 1227, 472]
section — [437, 1772, 831, 1902]
page-subtitle: Here just code. The complete file can be found at www.exemark.com under Forth — [32, 65, 353, 74]
section — [437, 159, 831, 563]
section — [437, 1275, 831, 1340]
code-listing: CR ( -- ) 13 EMIT 10 EMIT ; \ 210 do$ ( -- a ) \ 211 R> R@ R> COUNT + ALIGNED >R SWAP >R ; \ 212 $"| ( -- a ) do$ ; \ 213 ."| ( -- ) do$ COUNT TYPE ; COMPILE-ONLY \ 214 .R ( n +n -- ) >R str R> OVER - SPACES TYPE ; \ 215 U.R ( u +n -- ) >R <# #S #> R> OVER - SPACES TYPE ; \ 216 U. ( u -- ) <# #S #> SPACE TYPE ; \ 217 . ( w -- ) BASE @ 10 XOR IF U. EXIT THEN str SPACE TYPE ; \ 218 ? ( a -- ) @ . ; \ 219 — [833, 39, 1117, 112]
section-heading: 6.3 Dictionary Dump — [1231, 591, 1350, 604]
section — [32, 497, 412, 562]
code-listing: CODE BYE ( -- , exit Forth ) INT 020H \ return to DOS 4 CODE ?RX ( -- c T | F ) \ Return input character and true, \ --5 \ or a false if no input. $CODE 3,'?RX',QRX XOR BX,BX ;BX=0 setup for false flag MOV DL,0FFH ;input command MOV AH,6 ;MS-DOS Direct Console I/O INT 021H JZ QRX3 ;?key ready OR AL,AL ;AL=0 if extended char JNZ QRX1 ;?extended character code INT 021H MOV BH,AL \ extended code in msb JMP QRX2 QRX1: MOV BL,AL QRX2: PUSH BX \ save character MOV BX,-1 \ true flag QRX3: PUSH BX $NEXT CODE TX! ( c -- ) \ Send character c to output device. \ -- 6 POP DX \ char in DL CMP DL,0FFH \ 0FFH is interpreted as input JNZ TX1 \ do NOT allow input MOV DL,32 \ change to blank TX1: MOV AH,6 \ MS-DOS Direct Console I/O INT 021H \ display character $NEXT CODE !IO ( -- ) \ Initialize the serial I/O devices. \ --7 $NEXT — [32, 583, 337, 821]
section — [32, 1037, 412, 1210]
section-heading: 5.0 eForth Compiler — [833, 1220, 947, 1233]
code-listing: [ ( -- ) \ 265 [ ' $INTERPRET ] LITERAL 'EVAL ! ( vector EVAL to $INTERPRET ) ; IMMEDIATE ( enter into text interpreter mode ) ] ( -- ) \ 266 [ ' $COMPILE ] LITERAL 'EVAL ! ( vector EVAL to $COMPILE ) ; — [833, 1254, 1113, 1312]
section-heading: 2.7 Logical Words — [32, 1800, 134, 1814]
page-title — [32, 36, 417, 68]
section-heading: 4.4 Basic I/O — [437, 1908, 511, 1922]
code-listing: ;; MAIN entry points and COLD start data \ 324 MAIN SEGMENT ASSUME CS:MAIN,DS:MAIN,ES:MAIN,SS:MAIN ORG COLDD ;beginning of cold boot ORIG: MOV AX,CS MOV DS,AX ;DS is same as CS CLI ;disable interrupts, old 808X CPU bug MOV SS,AX ;SS is same as CS MOV SP,SPP ;initialize SP STI ;enable interrupts MOV BP,RPP ;initialize RP MOV AL,023H ;interrupt 23H MOV DX,OFFSET CTRLC MOV AH,025H ;MS-DOS set interrupt vector INT 021H CLD ;direction flag, increment JMP COLD ;to high level cold start ;control C interrupt routine CTRLC:IRET ;; COLD start moves the following to USER variables. \ 325 ;; MUST BE IN SAME ORDER AS USER VARIABLES. $ALIGN ;align to cell boundary UZERO: DW 4 DUP (0) ;reserved DW SPP ;SP0 DW RPP ;RP0 DW QRX ;'?KEY DW TXSTO ;'EMIT DW ACCEP ;'EXPECT DW KTAP ;'TAP DW TXSTO ;'ECHO DW DOTOK ;'PROMPT DW BASEE ;BASE DW 0 ;tmp DW 0 ;SPAN DW 0 ;>IN DW 0 ;#TIB DW TIBB ;TIB DW 0 ;CSP DW INTER ;'EVAL DW NUMBQ ;'NUMBER DW 0 ;HLD DW 0 ;HANDLER DW 0 ;CONTEXT pointer DW VOCSS DUP (0) ;vocabulary stack DW 0 ;CURRENT pointer DW 0 ;vocabulary link pointer DW CTOP ;CP DW NTOP ;NP DW LASTN ;LAST ULAST: — [1231, 901, 1504, 1269]
code-listing: DIGIT ( u -- c ) 9 OVER < 7 AND + 48 + ; \ 178 EXTRACT ( n base -- n c ) 0 SWAP UM/MOD SWAP DIGIT ; \ 179 <# ( -- ) PAD HLD ! ; \ 180 HOLD ( c -- ) HLD @ 1 - DUP HLD ! C! ; \ 181 # ( u -- u ) BASE @ EXTRACT HOLD ; \ 182 #S ( u -- 0 ) BEGIN # DUP WHILE REPEAT ; \ 183 SIGN ( n -- ) 0< IF 45 HOLD THEN ; \ 184 #> ( w -- b u ) DROP HLD @ PAD OVER - ; \ 185 str ( n -- b u ) DUP >R ABS <# #S R> SIGN #> ; \ 186 HEX ( -- ) 16 BASE ! ; \ 187 DECIMAL ( -- ) 10 BASE ! ; \ 188 — [437, 1361, 695, 1448]
section — [833, 1239, 1227, 1312]
section — [437, 46, 831, 133]
section-heading: 4.1 Numeric Output — [437, 1346, 551, 1360]
section — [1231, 756, 1602, 879]
code-listing: NAME> ( a -- xt ) 2 CELLS - @ ; \ 230 SAME? ( a a u -- a a f \ -0+ ) \ 231 FOR AFT OVER R@ CELLS + @ OVER R@ CELLS + @ - ?DUP IF R> DROP EXIT THEN THEN NEXT 0 ; find ( a va -- xt na | a F ) \ 232 SWAP \ va a DUP C@ 2 / tmp ! \ va a \ get cell count DUP @ >R \ va a \ count byte & 1st char CELL+ SWAP \ a' va BEGIN @ DUP \ a' na na IF DUP @ [ =MASK ] LITERAL AND R@ XOR \ ignore lexicon bits IF CELL+ -1 ELSE CELL+ tmp @ SAME? THEN ELSE R> DROP EXIT THEN WHILE CELL- CELL- \ a' la REPEAT R> DROP SWAP DROP CELL- DUP NAME> SWAP ; NAME? ( a -- xt na | a F ) \ 233 CONTEXT DUP 2@ XOR IF CELL- THEN >R \ context<>also BEGIN R> CELL+ DUP >R @ ?DUP WHILE find ?DUP UNTIL R> DROP EXIT THEN R> DROP 0 ; — [833, 305, 1117, 472]
code-listing: ^H ( b b b -- b b b ) \ backspace \ 234 >R OVER R> SWAP OVER XOR IF 8 'ECHO @EXECUTE 32 'ECHO @EXECUTE \ distructive 8 'ECHO @EXECUTE \ backspace THEN ; TAP ( bot eot cur c -- bot eot cur ) \ 235 DUP 'ECHO @EXECUTE OVER C! 1 + ; kTAP ( bot eot cur c -- bot eot cur ) \ 236 DUP 13 XOR IF 8 XOR IF BL TAP ELSE ^H THEN EXIT THEN DROP SWAP DROP DUP ; accept ( b u -- b u ) \ 237 OVER + OVER BEGIN 2DUP XOR WHILE KEY DUP BL - 95 U< IF TAP ELSE 'TAP @EXECUTE THEN REPEAT DROP OVER - ; EXPECT ( b u -- ) 'EXPECT @EXECUTE SPAN ! DROP ; \ 238 QUERY ( -- ) \ 239 TIB 80 'EXPECT @EXECUTE #TIB ! DROP 0 >IN ! ; — [833, 493, 1117, 644]
section — [32, 1397, 412, 1563]
section-heading: 3.6 Memory Alignment — [437, 1008, 572, 1022]
code-listing: CELL+ ( a -- a ) 2 + ; \ 158 CELL- ( a -- a ) -2 + ; \ 159 CELLS ( n -- n ) 2 * ; \ 160 ALIGNED ( b -- a ) \ ; DUP 0 2 UM/MOD DROP DUP IF 2 SWAP - THEN + ; BL ( -- 32 ) 32 ; \ 161 >CHAR ( c -- c ) \ 162 $7F AND DUP 127 BL WITHIN IF DROP 95 THEN ; DEPTH ( -- n ) SP@ SP0 @ SWAP - 2 / ; \ 163 PICK ( +n -- w ) 1 + CELLS SP@ + @ ; \ 164 — [437, 1023, 695, 1103]
section — [1231, 533, 1602, 584]
